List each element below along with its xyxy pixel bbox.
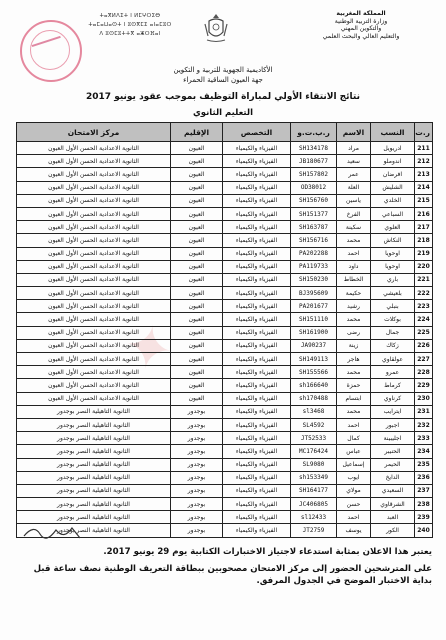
row-number: 228 bbox=[415, 366, 433, 379]
row-province: العيون bbox=[171, 142, 223, 155]
row-id: sl12433 bbox=[291, 511, 337, 524]
row-specialty: الفيزياء والكيمياء bbox=[223, 484, 291, 497]
row-province: العيون bbox=[171, 379, 223, 392]
row-specialty: الفيزياء والكيمياء bbox=[223, 142, 291, 155]
row-specialty: الفيزياء والكيمياء bbox=[223, 287, 291, 300]
table-row bbox=[17, 353, 433, 366]
row-province: العيون bbox=[171, 155, 223, 168]
row-number: 223 bbox=[415, 300, 433, 313]
row-surname: كرماط bbox=[371, 379, 415, 392]
row-name: رضى bbox=[337, 326, 371, 339]
row-id: JA90237 bbox=[291, 339, 337, 352]
row-exam-center: الثانوية التاهيلية النصر بوجدور bbox=[17, 498, 171, 511]
row-province: العيون bbox=[171, 313, 223, 326]
col-header-specialty: التخصص bbox=[223, 123, 291, 142]
row-number: 224 bbox=[415, 313, 433, 326]
row-name: حسن bbox=[337, 498, 371, 511]
row-exam-center: الثانوية التاهيلية النصر بوجدور bbox=[17, 511, 171, 524]
table-header-row bbox=[17, 123, 433, 142]
row-name: زينة bbox=[337, 339, 371, 352]
row-province: العيون bbox=[171, 247, 223, 260]
row-exam-center: الثانوية الاعدادية الحسن الأول العيون bbox=[17, 287, 171, 300]
row-specialty: الفيزياء والكيمياء bbox=[223, 432, 291, 445]
table-row bbox=[17, 379, 433, 392]
footer-instructions: على المترشحين الحضور إلى مركز الامتحان مصحوبين ببطاقة التعريف الوطنية نصف ساعة قبل بداية الاختبار الموضح في الجدول المرفق. bbox=[33, 564, 432, 586]
row-specialty: الفيزياء والكيمياء bbox=[223, 181, 291, 194]
row-province: بوجدور bbox=[171, 471, 223, 484]
row-specialty: الفيزياء والكيمياء bbox=[223, 405, 291, 418]
row-specialty: الفيزياء والكيمياء bbox=[223, 471, 291, 484]
row-province: العيون bbox=[171, 326, 223, 339]
row-province: بوجدور bbox=[171, 484, 223, 497]
row-number: 218 bbox=[415, 234, 433, 247]
table-row bbox=[17, 405, 433, 418]
row-specialty: الفيزياء والكيمياء bbox=[223, 313, 291, 326]
row-id: SH155566 bbox=[291, 366, 337, 379]
row-exam-center: الثانوية الاعدادية الحسن الأول العيون bbox=[17, 353, 171, 366]
row-name: احمد bbox=[337, 247, 371, 260]
row-exam-center: الثانوية الاعدادية الحسن الأول العيون bbox=[17, 379, 171, 392]
row-province: العيون bbox=[171, 194, 223, 207]
row-specialty: الفيزياء والكيمياء bbox=[223, 300, 291, 313]
row-exam-center: الثانوية الاعدادية الحسن الأول العيون bbox=[17, 155, 171, 168]
table-row bbox=[17, 300, 433, 313]
row-province: العيون bbox=[171, 273, 223, 286]
row-name: محمد bbox=[337, 366, 371, 379]
ministry-line: وزارة التربية الوطنية bbox=[334, 17, 388, 25]
row-name: ابتسام bbox=[337, 392, 371, 405]
row-id: SH150230 bbox=[291, 273, 337, 286]
row-number: 221 bbox=[415, 273, 433, 286]
row-surname: افرضان bbox=[371, 168, 415, 181]
row-province: بوجدور bbox=[171, 405, 223, 418]
row-specialty: الفيزياء والكيمياء bbox=[223, 326, 291, 339]
row-name: محمد bbox=[337, 234, 371, 247]
row-id: JB180677 bbox=[291, 155, 337, 168]
row-id: MC176424 bbox=[291, 445, 337, 458]
table-row bbox=[17, 471, 433, 484]
row-specialty: الفيزياء والكيمياء bbox=[223, 234, 291, 247]
row-exam-center: الثانوية الاعدادية الحسن الأول العيون bbox=[17, 181, 171, 194]
table-row bbox=[17, 234, 433, 247]
row-specialty: الفيزياء والكيمياء bbox=[223, 339, 291, 352]
row-specialty: الفيزياء والكيمياء bbox=[223, 418, 291, 431]
row-exam-center: الثانوية التاهيلية النصر بوجدور bbox=[17, 405, 171, 418]
row-name: سكينة bbox=[337, 221, 371, 234]
row-surname: اوحويا bbox=[371, 260, 415, 273]
row-id: JC406805 bbox=[291, 498, 337, 511]
row-province: العيون bbox=[171, 300, 223, 313]
row-id: OD38012 bbox=[291, 181, 337, 194]
row-id: sl3468 bbox=[291, 405, 337, 418]
row-exam-center: الثانوية التاهيلية النصر بوجدور bbox=[17, 432, 171, 445]
ministry-line: والتكوين المهني bbox=[340, 25, 382, 33]
results-table bbox=[16, 122, 433, 538]
row-province: العيون bbox=[171, 181, 223, 194]
row-id: PA201677 bbox=[291, 300, 337, 313]
royal-emblem-icon bbox=[203, 12, 229, 44]
row-number: 238 bbox=[415, 498, 433, 511]
row-id: SH164177 bbox=[291, 484, 337, 497]
row-specialty: الفيزياء والكيمياء bbox=[223, 155, 291, 168]
document-title: نتائج الانتقاء الأولي لمباراة التوظيف بموجب عقود يونيو 2017 bbox=[86, 92, 360, 102]
row-surname: العبد bbox=[371, 511, 415, 524]
signature-icon bbox=[20, 520, 90, 544]
row-province: بوجدور bbox=[171, 432, 223, 445]
row-number: 225 bbox=[415, 326, 433, 339]
row-id: SH163787 bbox=[291, 221, 337, 234]
table-row bbox=[17, 142, 433, 155]
table-row bbox=[17, 273, 433, 286]
row-province: العيون bbox=[171, 168, 223, 181]
row-province: العيون bbox=[171, 392, 223, 405]
row-province: العيون bbox=[171, 234, 223, 247]
table-row bbox=[17, 339, 433, 352]
row-exam-center: الثانوية التاهيلية النصر بوجدور bbox=[17, 418, 171, 431]
row-surname: بوكلات bbox=[371, 313, 415, 326]
row-surname: عمرو bbox=[371, 366, 415, 379]
row-name: مولاي bbox=[337, 484, 371, 497]
row-province: العيون bbox=[171, 287, 223, 300]
table-row bbox=[17, 168, 433, 181]
row-id: SH161900 bbox=[291, 326, 337, 339]
row-surname: بلعيشي bbox=[371, 287, 415, 300]
footer-notice: يعتبر هذا الاعلان بمثابة استدعاء لاجتياز الاختبارات الكتابية يوم 29 يونيو 2017. bbox=[103, 547, 432, 557]
row-name: يوسف bbox=[337, 524, 371, 537]
row-id: SH157802 bbox=[291, 168, 337, 181]
row-number: 220 bbox=[415, 260, 433, 273]
row-exam-center: الثانوية التاهيلية النصر بوجدور bbox=[17, 471, 171, 484]
row-surname: اوحويا bbox=[371, 247, 415, 260]
row-surname: كرناوي bbox=[371, 392, 415, 405]
row-specialty: الفيزياء والكيمياء bbox=[223, 168, 291, 181]
row-number: 213 bbox=[415, 168, 433, 181]
row-name: الخطاط bbox=[337, 273, 371, 286]
row-number: 234 bbox=[415, 445, 433, 458]
table-row bbox=[17, 392, 433, 405]
tifinagh-line: ⵜⴰⴳⵍⴷⵉⵜ ⵏ ⵍⵎⵖⵔⵉⴱ bbox=[99, 13, 161, 19]
row-surname: ايترايب bbox=[371, 405, 415, 418]
col-header-number: ر.ت bbox=[415, 123, 433, 142]
tifinagh-header bbox=[70, 12, 190, 39]
row-name: محمد bbox=[337, 405, 371, 418]
row-province: بوجدور bbox=[171, 524, 223, 537]
ministry-line: المملكة المغربية bbox=[336, 10, 386, 17]
row-number: 215 bbox=[415, 194, 433, 207]
row-number: 236 bbox=[415, 471, 433, 484]
row-surname: اجليبينة bbox=[371, 432, 415, 445]
row-specialty: الفيزياء والكيمياء bbox=[223, 207, 291, 220]
row-exam-center: الثانوية الاعدادية الحسن الأول العيون bbox=[17, 247, 171, 260]
row-specialty: الفيزياء والكيمياء bbox=[223, 511, 291, 524]
col-header-name: الاسم bbox=[337, 123, 371, 142]
col-header-id: ر.ب.ت.و bbox=[291, 123, 337, 142]
row-province: العيون bbox=[171, 366, 223, 379]
row-specialty: الفيزياء والكيمياء bbox=[223, 353, 291, 366]
row-name: رشيد bbox=[337, 300, 371, 313]
row-name: داود bbox=[337, 260, 371, 273]
row-id: BJ395609 bbox=[291, 287, 337, 300]
ministry-header bbox=[286, 10, 436, 40]
row-name: الفرخ bbox=[337, 207, 371, 220]
row-name: هاجر bbox=[337, 353, 371, 366]
row-specialty: الفيزياء والكيمياء bbox=[223, 392, 291, 405]
row-surname: اجبور bbox=[371, 418, 415, 431]
row-id: SH151377 bbox=[291, 207, 337, 220]
row-surname: النكاش bbox=[371, 234, 415, 247]
row-id: SL9080 bbox=[291, 458, 337, 471]
row-surname: جمال bbox=[371, 326, 415, 339]
table-row bbox=[17, 445, 433, 458]
row-exam-center: الثانوية الاعدادية الحسن الأول العيون bbox=[17, 168, 171, 181]
row-id: sh153349 bbox=[291, 471, 337, 484]
row-surname: الشليش bbox=[371, 181, 415, 194]
row-province: بوجدور bbox=[171, 418, 223, 431]
row-id: sh170488 bbox=[291, 392, 337, 405]
row-number: 227 bbox=[415, 353, 433, 366]
row-name: حمزة bbox=[337, 379, 371, 392]
row-id: SH156716 bbox=[291, 234, 337, 247]
table-row bbox=[17, 458, 433, 471]
row-specialty: الفيزياء والكيمياء bbox=[223, 221, 291, 234]
table-row bbox=[17, 247, 433, 260]
row-number: 226 bbox=[415, 339, 433, 352]
row-province: بوجدور bbox=[171, 511, 223, 524]
row-id: JT2759 bbox=[291, 524, 337, 537]
row-number: 239 bbox=[415, 511, 433, 524]
row-surname: الخلدي bbox=[371, 194, 415, 207]
table-row bbox=[17, 207, 433, 220]
row-name: مراد bbox=[337, 142, 371, 155]
row-number: 231 bbox=[415, 405, 433, 418]
row-id: SL4592 bbox=[291, 418, 337, 431]
row-id: JT52533 bbox=[291, 432, 337, 445]
ministry-line: والتعليم العالي والبحث العلمي bbox=[322, 32, 400, 40]
row-exam-center: الثانوية الاعدادية الحسن الأول العيون bbox=[17, 273, 171, 286]
row-name: ياسين bbox=[337, 194, 371, 207]
row-name: احمد bbox=[337, 418, 371, 431]
row-specialty: الفيزياء والكيمياء bbox=[223, 366, 291, 379]
row-exam-center: الثانوية التاهيلية النصر بوجدور bbox=[17, 445, 171, 458]
tifinagh-line: ⵜⴰⵎⴰⵡⴰⵙⵜ ⵏ ⵓⵙⴳⵎⵉ ⴰⵏⴰⵎⵓⵔ bbox=[88, 22, 172, 28]
row-number: 214 bbox=[415, 181, 433, 194]
row-name: ايوب bbox=[337, 471, 371, 484]
row-name: محمد bbox=[337, 313, 371, 326]
row-surname: زكاك bbox=[371, 339, 415, 352]
row-number: 237 bbox=[415, 484, 433, 497]
table-row bbox=[17, 194, 433, 207]
education-level: التعليم الثانوي bbox=[192, 108, 253, 118]
row-name: حكيمة bbox=[337, 287, 371, 300]
row-name: عمر bbox=[337, 168, 371, 181]
row-province: العيون bbox=[171, 260, 223, 273]
row-specialty: الفيزياء والكيمياء bbox=[223, 247, 291, 260]
row-surname: بنبلي bbox=[371, 300, 415, 313]
table-row bbox=[17, 181, 433, 194]
row-name: احمد bbox=[337, 511, 371, 524]
table-row bbox=[17, 432, 433, 445]
row-province: بوجدور bbox=[171, 498, 223, 511]
row-surname: الدايخ bbox=[371, 471, 415, 484]
row-surname: باري bbox=[371, 273, 415, 286]
row-name: إسماعيل bbox=[337, 458, 371, 471]
row-surname: السعيدي bbox=[371, 484, 415, 497]
row-province: العيون bbox=[171, 221, 223, 234]
table-row bbox=[17, 498, 433, 511]
col-header-province: الإقليم bbox=[171, 123, 223, 142]
table-row bbox=[17, 326, 433, 339]
row-specialty: الفيزياء والكيمياء bbox=[223, 273, 291, 286]
row-exam-center: الثانوية التاهيلية النصر بوجدور bbox=[17, 524, 171, 537]
row-number: 211 bbox=[415, 142, 433, 155]
row-surname: الحنيبر bbox=[371, 445, 415, 458]
tifinagh-line: ⴷ ⵓⵙⵎⵓⵜⵜⴳ ⴰⵥⵔⴼⴰⵏ bbox=[99, 31, 161, 37]
row-surname: السباعي bbox=[371, 207, 415, 220]
table-row bbox=[17, 366, 433, 379]
row-name: عباس bbox=[337, 445, 371, 458]
row-surname: ادريويل bbox=[371, 142, 415, 155]
row-exam-center: الثانوية الاعدادية الحسن الأول العيون bbox=[17, 366, 171, 379]
row-exam-center: الثانوية الاعدادية الحسن الأول العيون bbox=[17, 300, 171, 313]
row-id: sh166640 bbox=[291, 379, 337, 392]
row-number: 233 bbox=[415, 432, 433, 445]
row-name: العلة bbox=[337, 181, 371, 194]
row-province: العيون bbox=[171, 353, 223, 366]
row-number: 230 bbox=[415, 392, 433, 405]
row-number: 212 bbox=[415, 155, 433, 168]
row-exam-center: الثانوية الاعدادية الحسن الأول العيون bbox=[17, 339, 171, 352]
row-exam-center: الثانوية الاعدادية الحسن الأول العيون bbox=[17, 392, 171, 405]
row-number: 217 bbox=[415, 221, 433, 234]
row-exam-center: الثانوية الاعدادية الحسن الأول العيون bbox=[17, 326, 171, 339]
col-header-exam-center: مركز الامتحان bbox=[17, 123, 171, 142]
row-province: بوجدور bbox=[171, 445, 223, 458]
row-exam-center: الثانوية التاهيلية النصر بوجدور bbox=[17, 458, 171, 471]
table-row bbox=[17, 260, 433, 273]
row-id: SH149113 bbox=[291, 353, 337, 366]
row-specialty: الفيزياء والكيمياء bbox=[223, 458, 291, 471]
row-surname: الشرقاوي bbox=[371, 498, 415, 511]
row-exam-center: الثانوية الاعدادية الحسن الأول العيون bbox=[17, 142, 171, 155]
row-province: العيون bbox=[171, 339, 223, 352]
table-row bbox=[17, 484, 433, 497]
row-specialty: الفيزياء والكيمياء bbox=[223, 379, 291, 392]
row-number: 229 bbox=[415, 379, 433, 392]
row-id: SH151110 bbox=[291, 313, 337, 326]
row-number: 216 bbox=[415, 207, 433, 220]
row-surname: الحيمر bbox=[371, 458, 415, 471]
table-row bbox=[17, 155, 433, 168]
row-province: العيون bbox=[171, 207, 223, 220]
academy-name: الأكاديمية الجهوية للتربية و التكوين bbox=[173, 66, 273, 74]
row-name: كمال bbox=[337, 432, 371, 445]
row-specialty: الفيزياء والكيمياء bbox=[223, 260, 291, 273]
row-id: PA119733 bbox=[291, 260, 337, 273]
table-row bbox=[17, 418, 433, 431]
row-exam-center: الثانوية الاعدادية الحسن الأول العيون bbox=[17, 234, 171, 247]
table-row bbox=[17, 287, 433, 300]
row-surname: العلوي bbox=[371, 221, 415, 234]
row-id: PA202288 bbox=[291, 247, 337, 260]
row-number: 240 bbox=[415, 524, 433, 537]
row-exam-center: الثانوية الاعدادية الحسن الأول العيون bbox=[17, 207, 171, 220]
table-row bbox=[17, 221, 433, 234]
row-number: 235 bbox=[415, 458, 433, 471]
row-number: 232 bbox=[415, 418, 433, 431]
row-surname: عولقاوي bbox=[371, 353, 415, 366]
col-header-surname: النسب bbox=[371, 123, 415, 142]
watermark: ✦ bbox=[112, 316, 190, 379]
row-specialty: الفيزياء والكيمياء bbox=[223, 194, 291, 207]
row-id: SH156760 bbox=[291, 194, 337, 207]
row-specialty: الفيزياء والكيمياء bbox=[223, 524, 291, 537]
row-exam-center: الثانوية الاعدادية الحسن الأول العيون bbox=[17, 313, 171, 326]
row-name: سعيد bbox=[337, 155, 371, 168]
table-row bbox=[17, 313, 433, 326]
row-exam-center: الثانوية الاعدادية الحسن الأول العيون bbox=[17, 221, 171, 234]
row-number: 219 bbox=[415, 247, 433, 260]
row-exam-center: الثانوية الاعدادية الحسن الأول العيون bbox=[17, 260, 171, 273]
row-surname: اندوملو bbox=[371, 155, 415, 168]
row-specialty: الفيزياء والكيمياء bbox=[223, 445, 291, 458]
row-exam-center: الثانوية التاهيلية النصر بوجدور bbox=[17, 484, 171, 497]
row-specialty: الفيزياء والكيمياء bbox=[223, 498, 291, 511]
row-province: بوجدور bbox=[171, 458, 223, 471]
region-name: جهة العيون الساقية الحمراء bbox=[183, 76, 263, 84]
row-number: 222 bbox=[415, 287, 433, 300]
row-id: SH134178 bbox=[291, 142, 337, 155]
row-exam-center: الثانوية الاعدادية الحسن الأول العيون bbox=[17, 194, 171, 207]
row-surname: الكور bbox=[371, 524, 415, 537]
